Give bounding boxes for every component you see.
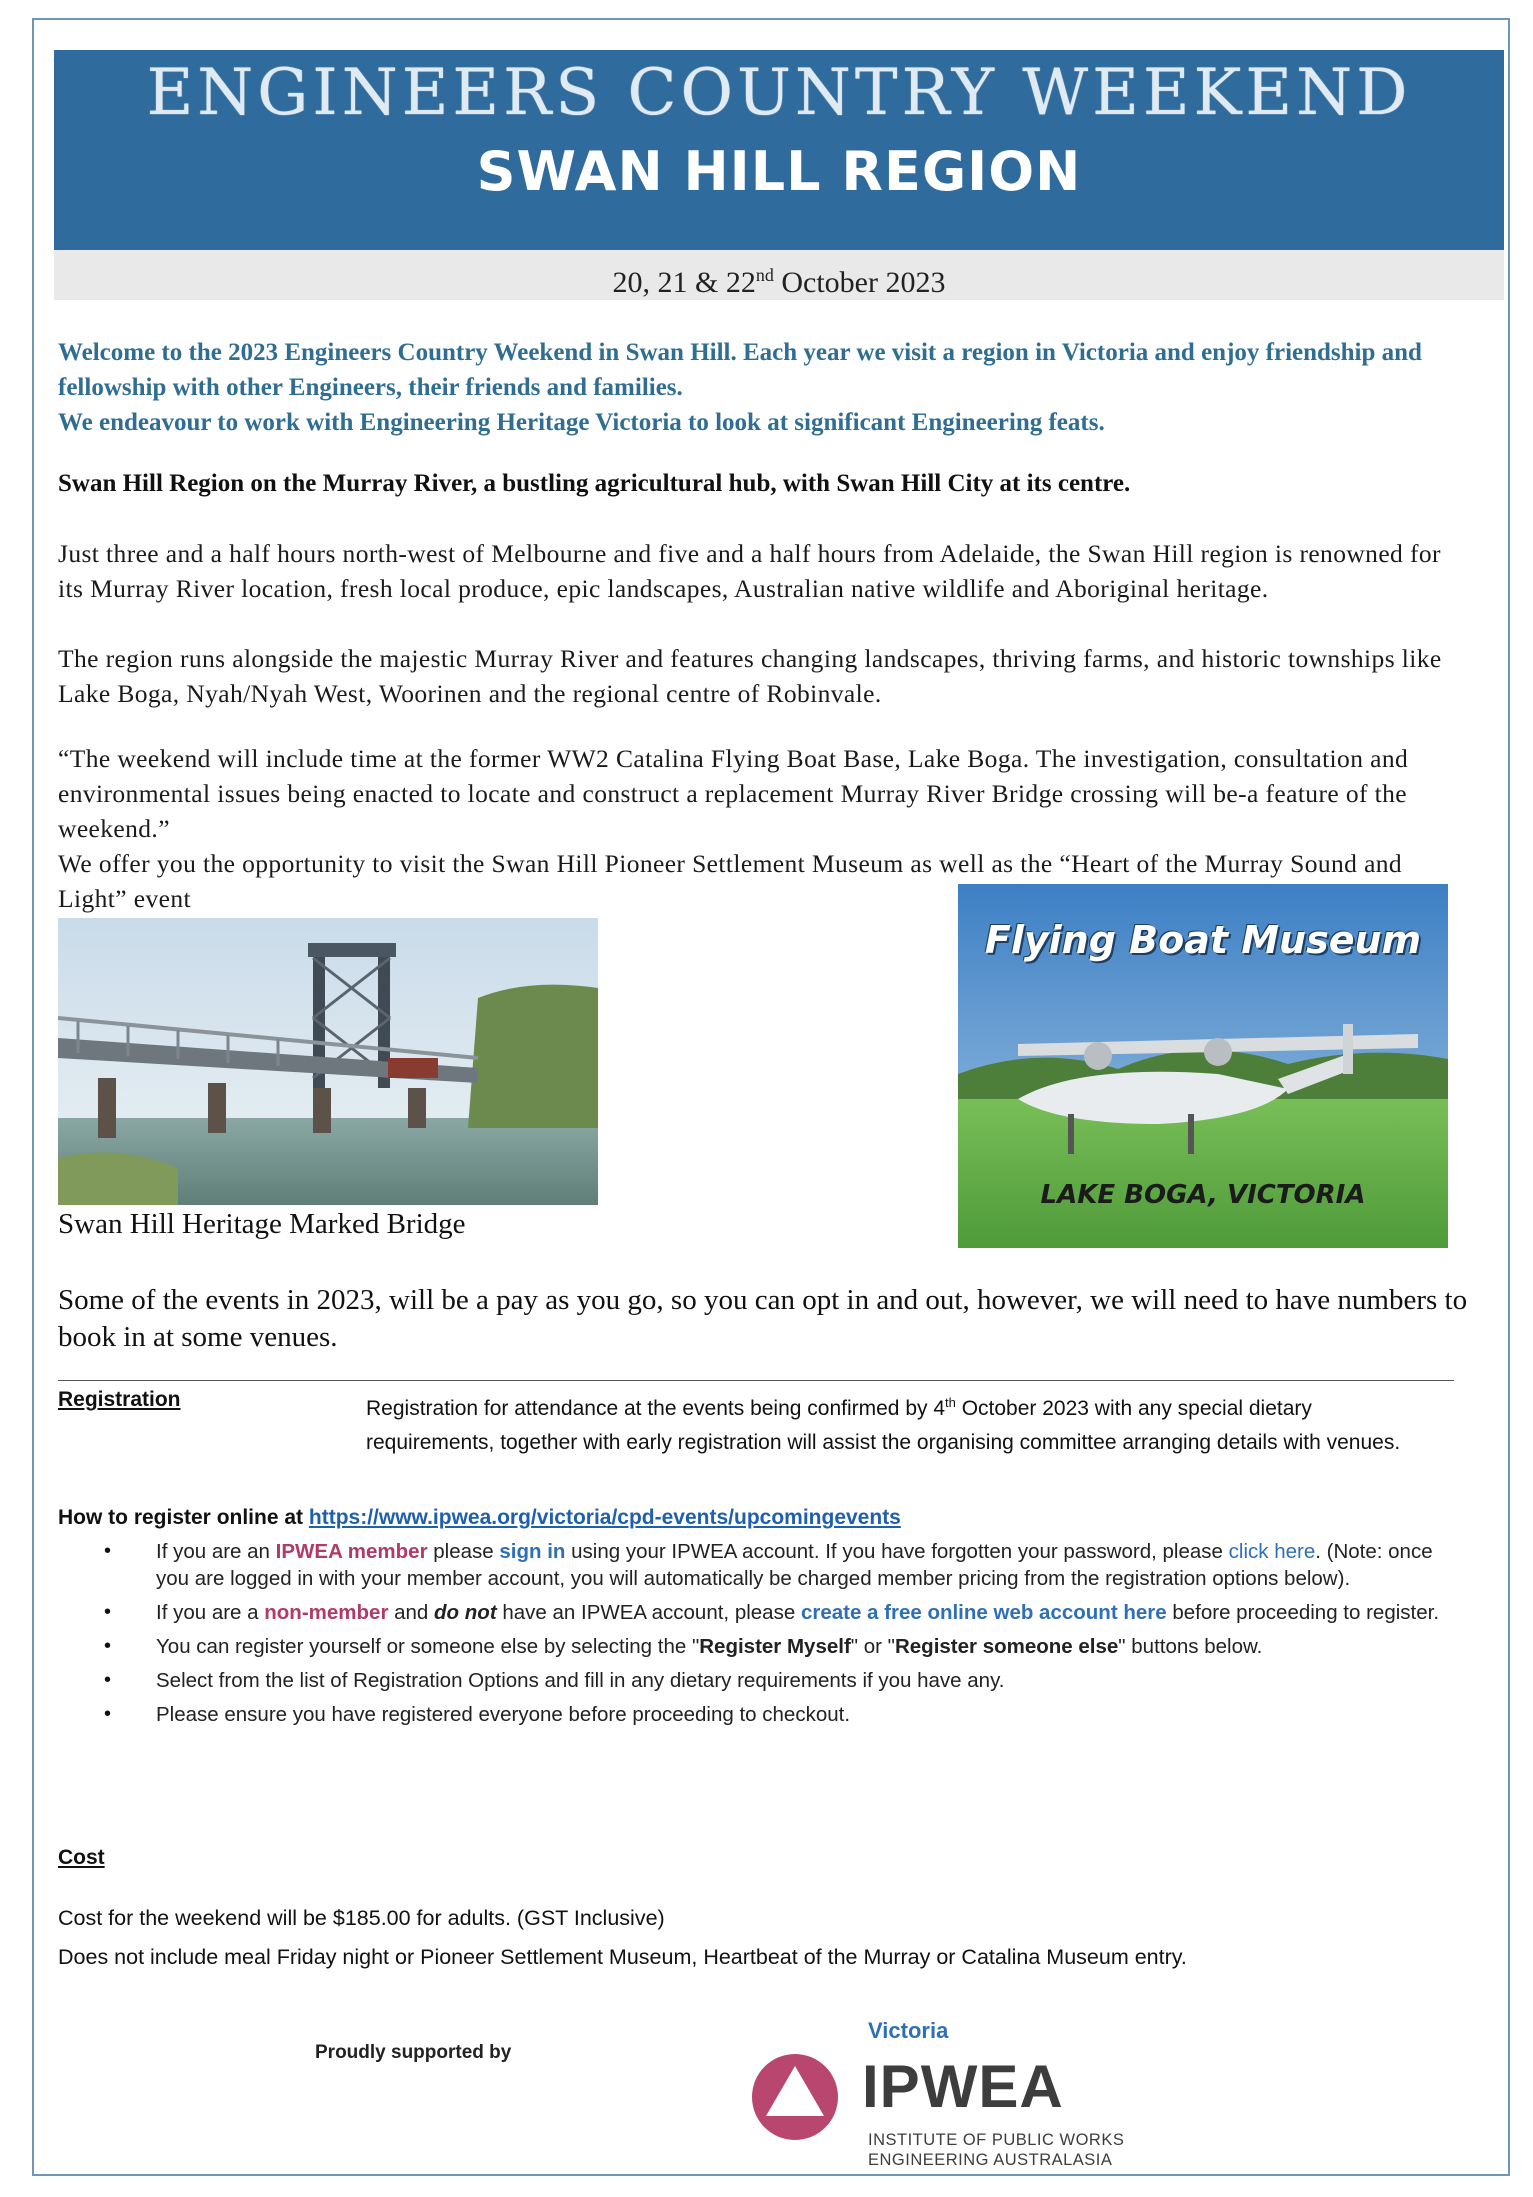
register-myself-label: Register Myself: [699, 1635, 851, 1658]
do-not-emphasis: do not: [434, 1601, 497, 1624]
event-dates-suffix: nd: [755, 265, 774, 285]
member-label: IPWEA member: [275, 1540, 428, 1563]
non-member-label: non-member: [264, 1601, 389, 1624]
ipwea-triangle-icon: [750, 2052, 840, 2142]
bullet-icon: •: [104, 1703, 112, 1725]
intro-paragraph-2: The region runs alongside the majestic Murray River and features changing landscapes, thriving farms, and historic townships like Lake Boga, Nyah/Nyah West, Woorinen and the regional centre of Robinvale.: [58, 644, 1442, 708]
bridge-illustration: [58, 918, 598, 1205]
pay-as-you-go-note: Some of the events in 2023, will be a pay as you go, so you can opt in and out, however, we will need to have numbers to book in at some venues.: [58, 1284, 1468, 1353]
step-text: If you are an: [156, 1540, 276, 1563]
bridge-caption: Swan Hill Heritage Marked Bridge: [58, 1208, 466, 1240]
logo-tagline-line-1: INSTITUTE OF PUBLIC WORKS: [868, 2131, 1125, 2149]
welcome-line-2: We endeavour to work with Engineering Heritage Victoria to look at significant Engineering feats.: [58, 409, 1105, 436]
how-to-register: [58, 1506, 901, 1530]
logo-tagline: [868, 2130, 1124, 2170]
lead-statement: Swan Hill Region on the Murray River, a bustling agricultural hub, with Swan Hill City at its centre.: [58, 470, 1131, 497]
flying-boat-photo: [958, 884, 1448, 1248]
bullet-icon: •: [104, 1601, 112, 1623]
intro-paragraph-3: “The weekend will include time at the former WW2 Catalina Flying Boat Base, Lake Boga. The investigation, consultation and environmental issues being enacted to locate and construct a replacement Murray River Bridge crossing will be-a feature of the weekend.”: [58, 744, 1409, 843]
logo-region: Victoria: [868, 2018, 949, 2043]
step-text: and: [388, 1601, 435, 1624]
step-text: " buttons below.: [1118, 1635, 1263, 1658]
list-item: [104, 1701, 1454, 1728]
flying-boat-location: LAKE BOGA, VICTORIA: [1040, 1180, 1366, 1210]
cost-heading: Cost: [58, 1846, 105, 1869]
list-item: [104, 1633, 1454, 1660]
list-item: [104, 1667, 1454, 1694]
logo-name: IPWEA: [862, 2053, 1064, 2120]
registration-text: [366, 1386, 1426, 1460]
step-text: " or ": [850, 1635, 895, 1658]
create-account-link[interactable]: create a free online web account here: [800, 1601, 1167, 1624]
cost-exclusions: Does not include meal Friday night or Pioneer Settlement Museum, Heartbeat of the Murray or Catalina Museum entry.: [58, 1945, 1187, 1969]
step-text: have an IPWEA account, please: [496, 1601, 801, 1624]
header-banner: [54, 50, 1504, 300]
step-text: You can register yourself or someone else by selecting the ": [156, 1635, 700, 1658]
register-someone-else-label: Register someone else: [894, 1635, 1119, 1658]
flying-boat-title: Flying Boat Museum: [984, 918, 1422, 962]
welcome-line-1: Welcome to the 2023 Engineers Country Weekend in Swan Hill. Each year we visit a region in Victoria and enjoy friendship and fellowship with other Engineers, their friends and families.: [58, 339, 1422, 401]
welcome-text: [58, 335, 1468, 440]
register-online-link[interactable]: https://www.ipwea.org/victoria/cpd-events/upcomingevents: [308, 1506, 901, 1529]
page-subtitle: SWAN HILL REGION: [476, 140, 1082, 203]
step-text: Select from the list of Registration Options and fill in any dietary requirements if you have any.: [156, 1669, 1005, 1692]
bullet-icon: •: [104, 1540, 112, 1562]
step-text: before proceeding to register.: [1166, 1601, 1440, 1624]
bullet-icon: •: [104, 1635, 112, 1657]
sign-in-link[interactable]: sign in: [499, 1540, 566, 1563]
step-text: Please ensure you have registered everyone before proceeding to checkout.: [156, 1703, 851, 1726]
intro-paragraph-4: We offer you the opportunity to visit the Swan Hill Pioneer Settlement Museum as well as the “Heart of the Murray Sound and Light” event: [58, 849, 1403, 913]
event-dates: [54, 250, 1504, 300]
cost-amount: Cost for the weekend will be $185.00 for adults. (GST Inclusive): [58, 1906, 665, 1930]
step-text: If you are a: [156, 1601, 265, 1624]
intro-paragraph-1: Just three and a half hours north-west of Melbourne and five and a half hours from Adelaide, the Swan Hill region is renowned for its Murray River location, fresh local produce, epic landscapes, Australian native wildlife and Aboriginal heritage.: [58, 539, 1441, 603]
step-text: please: [427, 1540, 500, 1563]
section-divider: [58, 1380, 1454, 1381]
event-dates-month: October 2023: [773, 266, 946, 299]
click-here-link[interactable]: click here: [1228, 1540, 1316, 1563]
step-text: using your IPWEA account. If you have forgotten your password, please: [565, 1540, 1229, 1563]
registration-text-suffix: th: [945, 1395, 956, 1410]
ipwea-logo: [750, 2018, 1170, 2178]
page-title: ENGINEERS COUNTRY WEEKEND: [146, 56, 1412, 130]
how-to-register-label: How to register online at: [58, 1506, 309, 1529]
bridge-photo: [58, 918, 598, 1205]
event-dates-days: 20, 21 & 22: [612, 266, 756, 299]
registration-text-end: October 2023 with any special dietary requirements, together with early registration will assist the organising committee arranging details with venues.: [366, 1397, 1401, 1454]
list-item: [104, 1599, 1454, 1626]
registration-text-start: Registration for attendance at the events being confirmed by 4: [366, 1397, 946, 1420]
registration-heading: Registration: [58, 1388, 181, 1411]
registration-steps: [104, 1538, 1454, 1735]
bullet-icon: •: [104, 1669, 112, 1691]
logo-tagline-line-2: ENGINEERING AUSTRALASIA: [868, 2151, 1113, 2169]
step-text: . (Note: once you are logged in with your member account, you will automatically be charged member pricing from the registration options below).: [156, 1540, 1433, 1590]
list-item: [104, 1538, 1454, 1592]
supported-by-label: Proudly supported by: [315, 2042, 512, 2063]
